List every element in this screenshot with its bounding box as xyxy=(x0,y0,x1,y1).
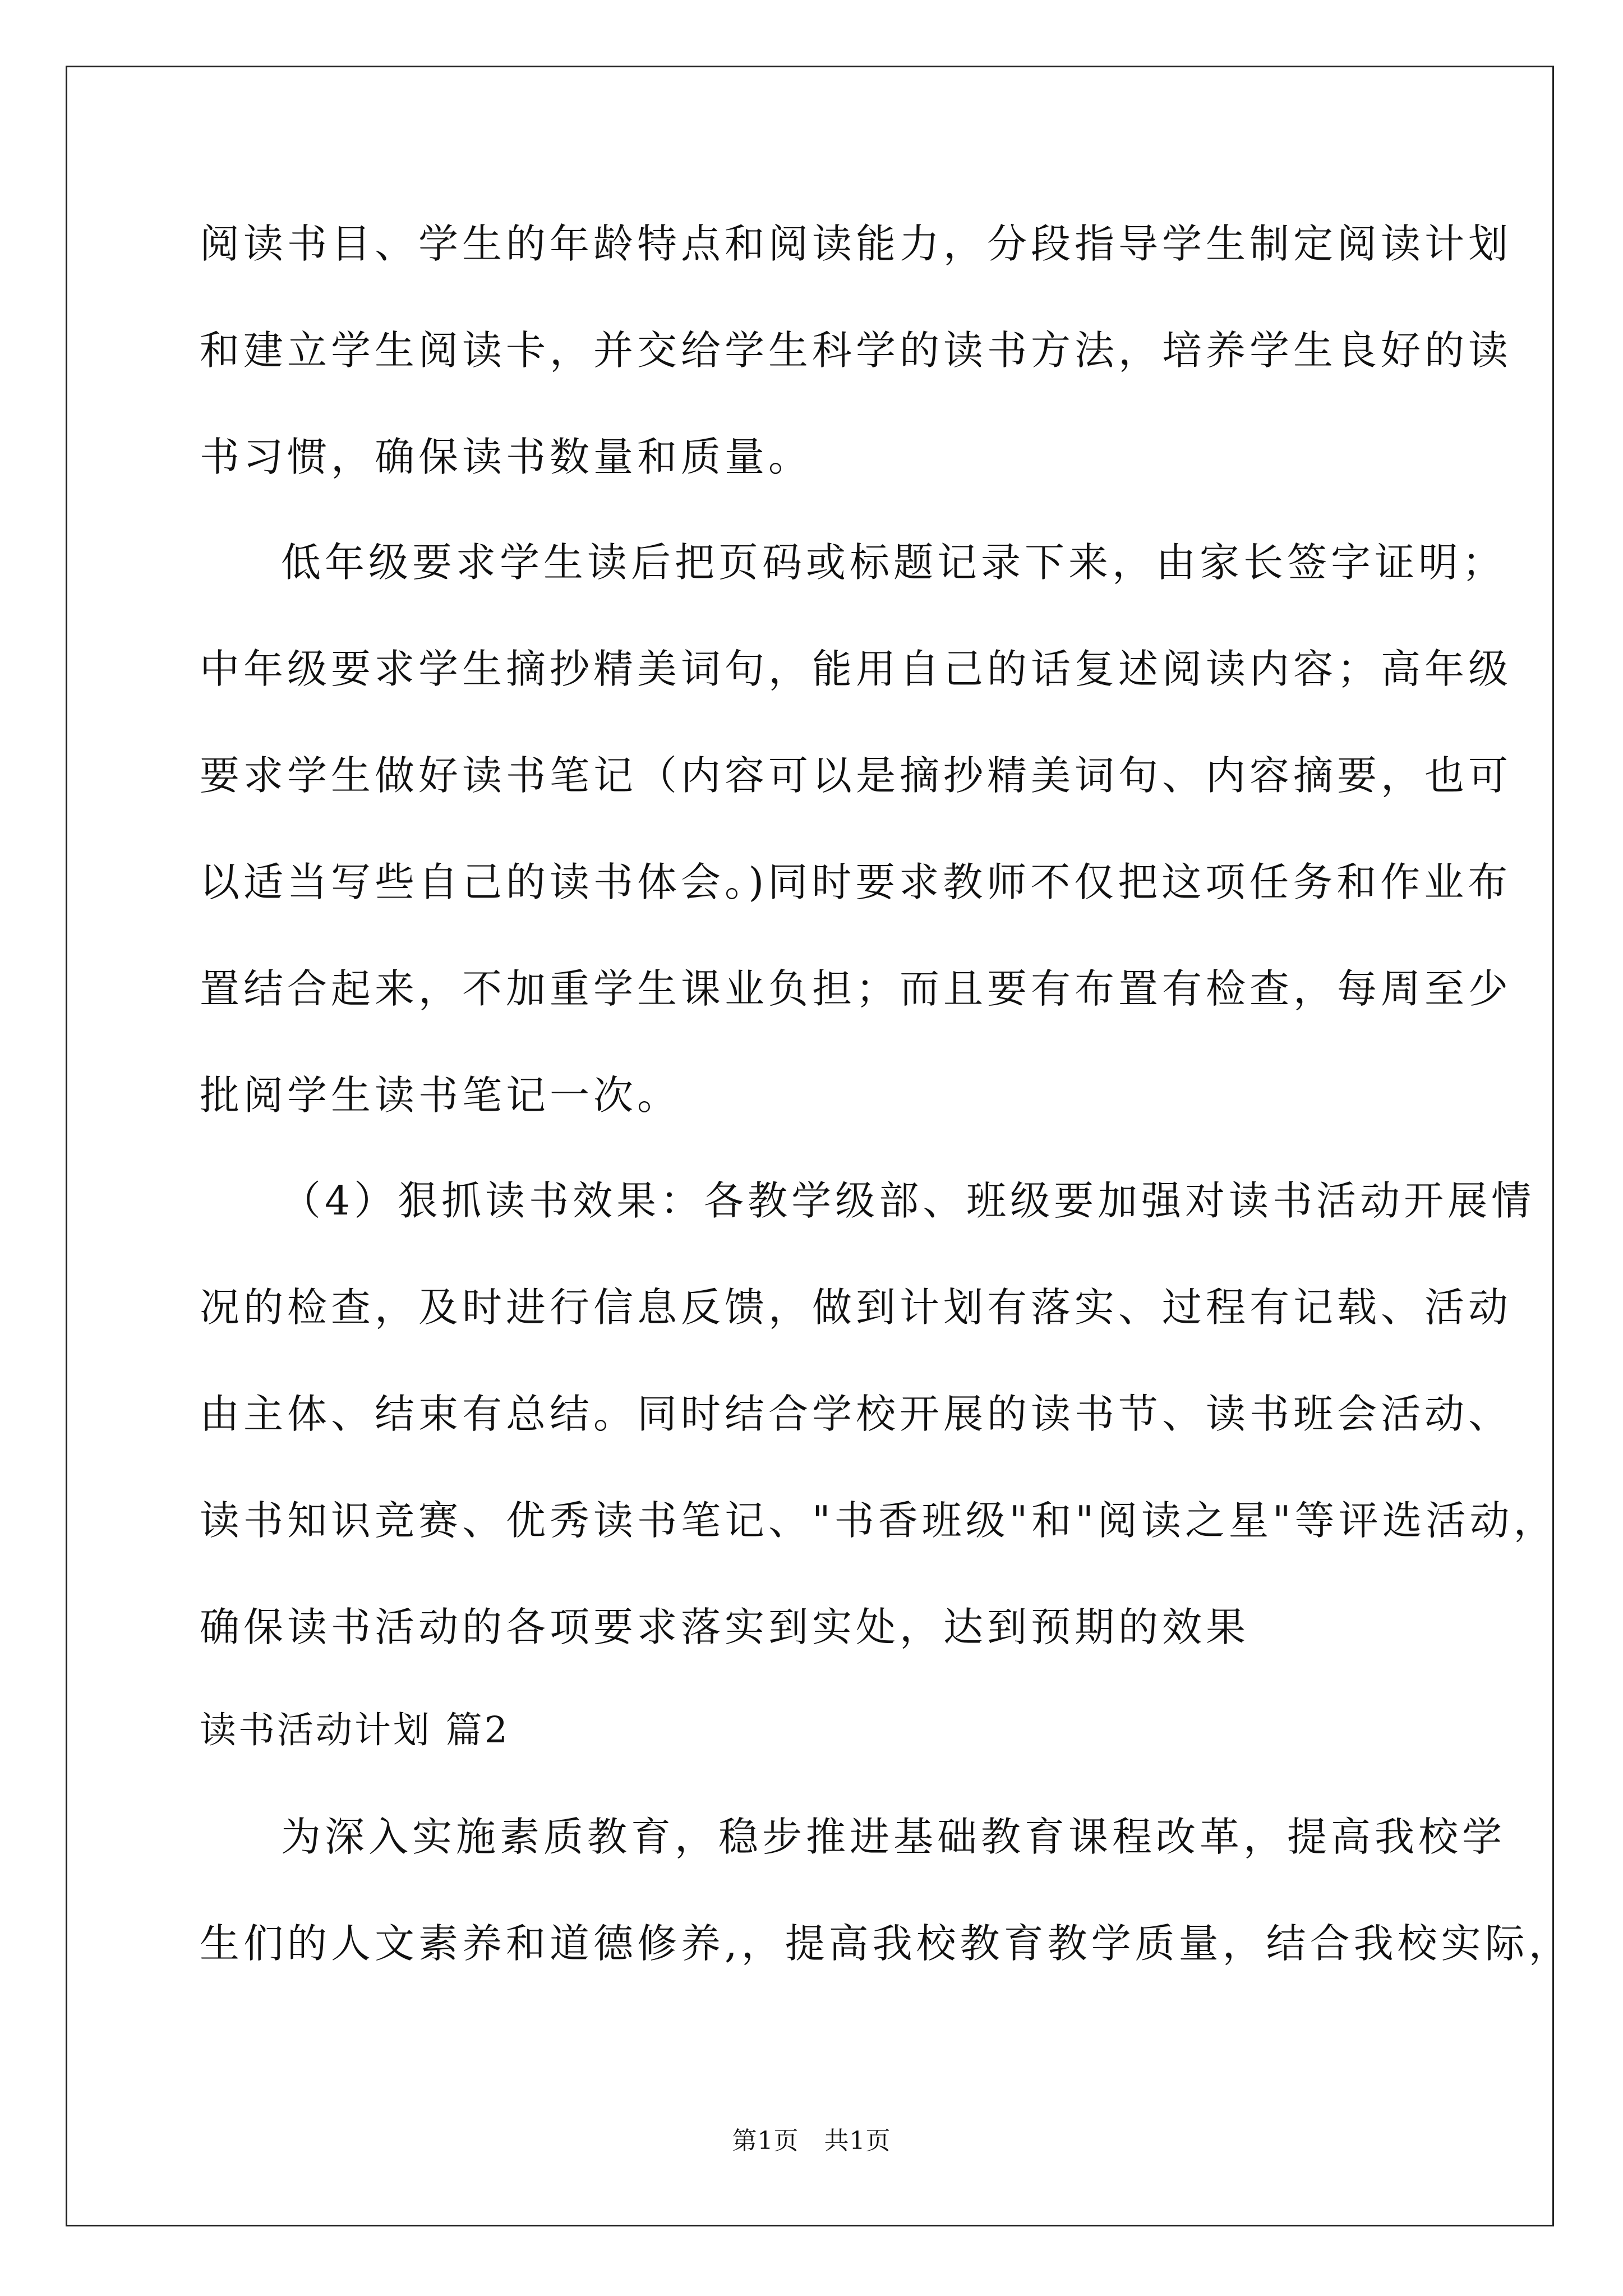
text-line: 书习惯，确保读书数量和质量。 xyxy=(200,434,813,480)
page-footer: 第1页 共1页 xyxy=(732,2127,891,2155)
text-line: 由主体、结束有总结。同时结合学校开展的读书节、读书班会活动、 xyxy=(200,1391,1513,1437)
text-line: 以适当写些自己的读书体会。)同时要求教师不仅把这项任务和作业布 xyxy=(200,859,1512,905)
text-line: 阅读书目、学生的年龄特点和阅读能力，分段指导学生制定阅读计划 xyxy=(200,220,1513,267)
text-line: 况的检查，及时进行信息反馈，做到计划有落实、过程有记载、活动 xyxy=(200,1284,1513,1331)
text-line: 读书知识竞赛、优秀读书笔记、"书香班级"和"阅读之星"等评选活动， xyxy=(200,1497,1557,1544)
text-line: 和建立学生阅读卡，并交给学生科学的读书方法，培养学生良好的读 xyxy=(200,327,1513,374)
text-line: 生们的人文素养和道德修养,，提高我校教育教学质量，结合我校实际， xyxy=(200,1920,1573,1967)
text-line: 为深入实施素质教育，稳步推进基础教育课程改革，提高我校学 xyxy=(281,1814,1506,1860)
page-frame xyxy=(66,66,1573,2226)
text-line: 中年级要求学生摘抄精美词句，能用自己的话复述阅读内容；高年级 xyxy=(200,646,1513,692)
text-line: 低年级要求学生读后把页码或标题记录下来，由家长签字证明； xyxy=(281,539,1506,586)
section-heading: 读书活动计划 篇2 xyxy=(200,1709,510,1751)
text-line: 确保读书活动的各项要求落实到实处，达到预期的效果 xyxy=(200,1604,1250,1650)
text-line: （4）狠抓读书效果：各教学级部、班级要加强对读书活动开展情 xyxy=(281,1177,1536,1224)
text-line: 批阅学生读书笔记一次。 xyxy=(200,1072,681,1119)
text-line: 要求学生做好读书笔记（内容可以是摘抄精美词句、内容摘要，也可 xyxy=(200,752,1513,799)
text-line: 置结合起来，不加重学生课业负担；而且要有布置有检查，每周至少 xyxy=(200,965,1513,1012)
